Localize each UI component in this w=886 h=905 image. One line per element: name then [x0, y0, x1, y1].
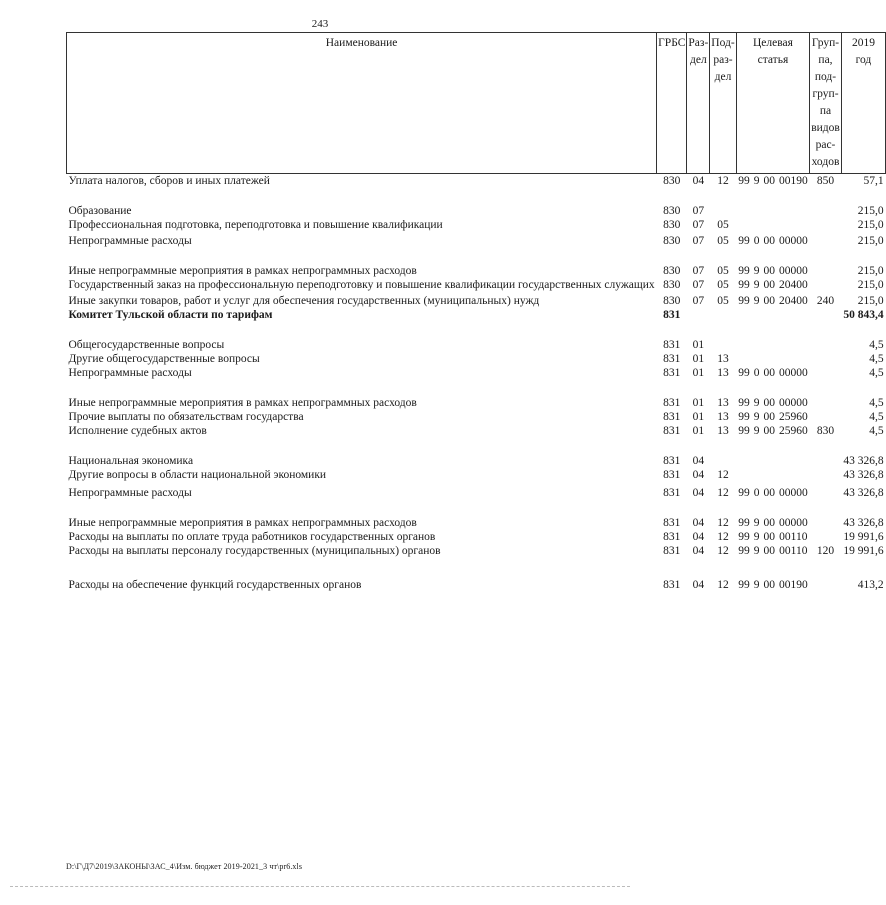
row-target-code: 00000 [778, 517, 808, 529]
row-target-direction: 00 [763, 531, 775, 543]
row-target-subprogram [752, 308, 762, 322]
row-expense-group [810, 454, 842, 468]
row-target-subprogram: 9 [753, 545, 760, 557]
row-podrazdel: 12 [717, 469, 729, 481]
row-expense-group [810, 486, 842, 500]
row-target-program [736, 338, 752, 352]
row-podrazdel: 05 [717, 219, 729, 231]
row-target-subprogram [752, 454, 762, 468]
row-name: Иные непрограммные мероприятия в рамках непрограммных расходов [68, 517, 417, 529]
row-razdel: 01 [692, 339, 705, 351]
row-expense-group [810, 516, 842, 530]
row-podrazdel: 12 [717, 579, 729, 591]
row-podrazdel [710, 454, 736, 468]
table-row [67, 516, 886, 530]
row-podrazdel [710, 338, 736, 352]
row-target-code: 00190 [778, 175, 808, 187]
row-razdel: 07 [692, 295, 705, 307]
row-target-program: 99 [738, 175, 750, 187]
row-target-program: 99 [738, 295, 750, 307]
row-target-code [777, 308, 810, 322]
table-row [67, 396, 886, 410]
row-name: Профессиональная подготовка, переподготовка и повышение квалификации [68, 219, 443, 231]
row-amount: 215,0 [857, 279, 884, 291]
row-target-program: 99 [738, 517, 750, 529]
row-target-program: 99 [738, 411, 750, 423]
row-razdel: 07 [692, 235, 705, 247]
row-grbs: 831 [663, 517, 681, 529]
row-amount: 57,1 [863, 175, 884, 187]
row-amount: 215,0 [857, 235, 884, 247]
row-razdel: 04 [692, 531, 705, 543]
row-razdel: 07 [692, 279, 705, 291]
row-target-subprogram [752, 218, 762, 232]
row-name: Непрограммные расходы [68, 367, 192, 379]
row-amount: 215,0 [857, 265, 884, 277]
row-target-direction: 00 [763, 279, 775, 291]
row-grbs: 831 [663, 425, 681, 437]
table-row [67, 352, 886, 366]
row-target-subprogram: 9 [753, 397, 760, 409]
row-target-subprogram [752, 204, 762, 218]
row-target-program [736, 454, 752, 468]
row-target-code [777, 454, 810, 468]
footer-divider [10, 886, 630, 888]
table-row [67, 544, 886, 558]
row-spacer [67, 248, 886, 264]
row-expense-group [810, 352, 842, 366]
row-expense-group [810, 234, 842, 248]
row-target-direction: 00 [763, 367, 775, 379]
row-target-program: 99 [738, 579, 750, 591]
row-target-subprogram: 0 [753, 235, 760, 247]
row-podrazdel: 13 [717, 367, 729, 379]
row-amount: 4,5 [869, 367, 884, 379]
row-expense-group [810, 396, 842, 410]
table-row [67, 530, 886, 544]
row-podrazdel: 13 [717, 425, 729, 437]
row-podrazdel [710, 308, 736, 322]
row-target-subprogram: 9 [753, 295, 760, 307]
row-target-direction: 00 [763, 397, 775, 409]
row-razdel: 04 [692, 487, 705, 499]
row-expense-group [810, 578, 842, 592]
row-name: Прочие выплаты по обязательствам государства [68, 411, 304, 423]
row-grbs: 830 [663, 279, 681, 291]
row-target-program: 99 [738, 425, 750, 437]
header-grbs: ГРБС [657, 33, 687, 174]
row-name: Образование [68, 205, 132, 217]
table-row [67, 204, 886, 218]
row-razdel: 04 [692, 579, 705, 591]
row-target-subprogram: 9 [753, 425, 760, 437]
row-grbs: 830 [663, 205, 681, 217]
row-podrazdel: 05 [717, 279, 729, 291]
row-razdel: 04 [692, 469, 705, 481]
row-podrazdel: 12 [717, 531, 729, 543]
row-target-direction: 00 [763, 545, 775, 557]
row-name: Государственный заказ на профессиональную переподготовку и повышение квалификации государственных служащих [68, 279, 655, 291]
row-target-code [777, 204, 810, 218]
row-target-code [777, 468, 810, 482]
row-name: Другие общегосударственные вопросы [68, 353, 260, 365]
row-grbs: 830 [663, 175, 681, 187]
row-grbs: 831 [663, 487, 681, 499]
row-expense-group: 240 [816, 295, 835, 307]
row-target-code: 00000 [778, 235, 808, 247]
table-row [67, 234, 886, 248]
row-amount: 43 326,8 [843, 469, 884, 481]
row-name: Исполнение судебных актов [68, 425, 207, 437]
row-amount: 215,0 [857, 205, 884, 217]
row-target-direction [761, 338, 777, 352]
row-razdel: 01 [692, 397, 705, 409]
row-target-program: 99 [738, 545, 750, 557]
row-amount: 4,5 [869, 353, 884, 365]
row-podrazdel: 05 [717, 265, 729, 277]
row-podrazdel: 12 [717, 517, 729, 529]
row-podrazdel: 13 [717, 411, 729, 423]
row-target-direction: 00 [763, 265, 775, 277]
row-razdel: 07 [692, 219, 705, 231]
row-amount: 4,5 [869, 411, 884, 423]
row-expense-group: 120 [816, 545, 835, 557]
row-expense-group [810, 278, 842, 292]
row-name: Иные непрограммные мероприятия в рамках непрограммных расходов [68, 265, 417, 277]
row-target-code [777, 352, 810, 366]
row-grbs: 831 [663, 545, 681, 557]
row-podrazdel: 05 [717, 235, 729, 247]
row-amount: 19 991,6 [843, 531, 884, 543]
row-podrazdel: 12 [717, 545, 729, 557]
row-name: Общегосударственные вопросы [68, 339, 225, 351]
row-amount: 413,2 [857, 579, 884, 591]
row-target-direction: 00 [763, 175, 775, 187]
row-target-code: 00000 [778, 367, 808, 379]
row-amount: 215,0 [857, 295, 884, 307]
row-target-code: 00000 [778, 397, 808, 409]
row-name: Иные непрограммные мероприятия в рамках непрограммных расходов [68, 397, 417, 409]
row-razdel: 04 [692, 517, 705, 529]
row-target-subprogram: 0 [753, 367, 760, 379]
row-target-code: 25960 [778, 425, 808, 437]
row-amount: 4,5 [869, 425, 884, 437]
row-target-program [736, 218, 752, 232]
row-target-program [736, 308, 752, 322]
row-target-subprogram: 9 [753, 175, 760, 187]
row-expense-group [810, 410, 842, 424]
table-row [67, 338, 886, 352]
row-expense-group [810, 338, 842, 352]
row-expense-group [810, 530, 842, 544]
row-expense-group [810, 218, 842, 232]
row-razdel: 04 [692, 545, 705, 557]
row-name: Комитет Тульской области по тарифам [68, 309, 273, 321]
row-razdel: 01 [692, 353, 705, 365]
row-target-subprogram: 9 [753, 531, 760, 543]
row-target-program [736, 352, 752, 366]
row-target-subprogram [752, 352, 762, 366]
table-body [67, 174, 886, 593]
row-target-direction [761, 218, 777, 232]
row-name: Расходы на обеспечение функций государственных органов [68, 579, 362, 591]
row-target-subprogram [752, 468, 762, 482]
row-razdel: 07 [692, 265, 705, 277]
table-row [67, 410, 886, 424]
header-name: Наименование [67, 33, 657, 174]
row-expense-group [810, 366, 842, 380]
row-expense-group [810, 468, 842, 482]
header-podrazdel: Под-раз-дел [710, 33, 736, 174]
row-target-program: 99 [738, 235, 750, 247]
row-razdel: 07 [692, 205, 705, 217]
table-row [67, 366, 886, 380]
row-amount: 43 326,8 [843, 517, 884, 529]
row-expense-group: 830 [816, 425, 835, 437]
table-row [67, 294, 886, 308]
row-target-direction [761, 468, 777, 482]
row-target-direction: 00 [763, 425, 775, 437]
row-podrazdel: 12 [717, 175, 729, 187]
row-amount: 215,0 [857, 219, 884, 231]
row-name: Расходы на выплаты по оплате труда работников государственных органов [68, 531, 436, 543]
table-row [67, 468, 886, 482]
row-target-code: 20400 [778, 295, 808, 307]
row-spacer [67, 188, 886, 204]
row-target-code: 00000 [778, 487, 808, 499]
row-target-subprogram: 9 [753, 579, 760, 591]
row-expense-group [810, 264, 842, 278]
table-row [67, 308, 886, 322]
row-target-code: 00190 [778, 579, 808, 591]
table-row [67, 578, 886, 592]
row-grbs: 831 [663, 309, 681, 321]
row-grbs: 831 [663, 455, 681, 467]
row-name: Иные закупки товаров, работ и услуг для обеспечения государственных (муниципальных) нужд [68, 295, 540, 307]
row-target-code: 25960 [778, 411, 808, 423]
budget-table [66, 32, 886, 592]
row-target-program: 99 [738, 487, 750, 499]
row-amount: 4,5 [869, 339, 884, 351]
row-razdel: 01 [692, 367, 705, 379]
row-target-code: 20400 [778, 279, 808, 291]
table-row [67, 278, 886, 292]
table-row [67, 174, 886, 189]
row-razdel: 01 [692, 425, 705, 437]
row-target-code: 00110 [779, 545, 808, 557]
row-grbs: 830 [663, 235, 681, 247]
row-name: Национальная экономика [68, 455, 194, 467]
row-target-code [777, 218, 810, 232]
table-row [67, 218, 886, 232]
row-name: Непрограммные расходы [68, 487, 192, 499]
row-target-direction: 00 [763, 579, 775, 591]
row-spacer [67, 558, 886, 578]
row-grbs: 830 [663, 265, 681, 277]
row-target-program: 99 [738, 531, 750, 543]
row-target-code: 00000 [778, 265, 808, 277]
table-header-row [67, 33, 886, 174]
row-target-subprogram: 0 [753, 487, 760, 499]
row-target-direction [761, 454, 777, 468]
row-amount: 4,5 [869, 397, 884, 409]
row-grbs: 831 [663, 411, 681, 423]
row-grbs: 831 [663, 353, 681, 365]
row-target-direction: 00 [763, 487, 775, 499]
table-row [67, 424, 886, 438]
row-razdel: 04 [692, 175, 705, 187]
row-target-program: 99 [738, 397, 750, 409]
header-target: Целевая статья [736, 33, 810, 174]
row-amount: 43 326,8 [843, 455, 884, 467]
table-row [67, 486, 886, 500]
row-target-direction: 00 [763, 295, 775, 307]
row-name: Расходы на выплаты персоналу государственных (муниципальных) органов [68, 545, 441, 557]
row-grbs: 831 [663, 367, 681, 379]
row-target-subprogram: 9 [753, 265, 760, 277]
row-target-program [736, 204, 752, 218]
row-grbs: 831 [663, 531, 681, 543]
row-razdel: 01 [692, 411, 705, 423]
row-name: Другие вопросы в области национальной экономики [68, 469, 327, 481]
row-expense-group [810, 204, 842, 218]
table-row [67, 454, 886, 468]
row-podrazdel: 13 [717, 397, 729, 409]
row-expense-group [810, 308, 842, 322]
row-spacer [67, 500, 886, 516]
row-expense-group: 850 [816, 175, 835, 187]
header-group: Груп-па, под-груп-па видов рас-ходов [810, 33, 842, 174]
row-grbs: 831 [663, 397, 681, 409]
row-target-program: 99 [738, 279, 750, 291]
row-target-subprogram [752, 338, 762, 352]
row-name: Уплата налогов, сборов и иных платежей [68, 175, 270, 187]
row-target-direction: 00 [763, 517, 775, 529]
row-podrazdel [710, 204, 736, 218]
row-amount: 19 991,6 [843, 545, 884, 557]
row-name: Непрограммные расходы [68, 235, 192, 247]
row-spacer [67, 438, 886, 454]
row-podrazdel: 05 [717, 295, 729, 307]
row-target-program [736, 468, 752, 482]
row-target-direction [761, 308, 777, 322]
row-target-direction [761, 352, 777, 366]
row-podrazdel: 13 [717, 353, 729, 365]
row-amount: 43 326,8 [843, 487, 884, 499]
header-year: 2019 год [841, 33, 885, 174]
row-target-program: 99 [738, 367, 750, 379]
row-amount: 50 843,4 [843, 309, 884, 321]
table-row [67, 264, 886, 278]
header-razdel: Раз-дел [687, 33, 710, 174]
row-grbs: 831 [663, 339, 681, 351]
row-razdel: 04 [692, 455, 705, 467]
row-target-direction [761, 204, 777, 218]
row-target-code: 00110 [779, 531, 808, 543]
row-grbs: 831 [663, 469, 681, 481]
row-target-direction: 00 [763, 235, 775, 247]
row-target-subprogram: 9 [753, 279, 760, 291]
row-target-subprogram: 9 [753, 517, 760, 529]
row-razdel [687, 308, 710, 322]
row-podrazdel: 12 [717, 487, 729, 499]
row-grbs: 830 [663, 295, 681, 307]
row-grbs: 830 [663, 219, 681, 231]
row-spacer [67, 380, 886, 396]
row-spacer [67, 322, 886, 338]
row-target-subprogram: 9 [753, 411, 760, 423]
file-path-footer: D:\Г\Д7\2019\ЗАКОНЫ\ЗАС_4\Изм. бюджет 2019-2021_3 чт\pr6.xls [66, 862, 303, 871]
page-number: 243 [311, 18, 329, 30]
row-grbs: 831 [663, 579, 681, 591]
row-target-code [777, 338, 810, 352]
row-target-program: 99 [738, 265, 750, 277]
row-target-direction: 00 [763, 411, 775, 423]
